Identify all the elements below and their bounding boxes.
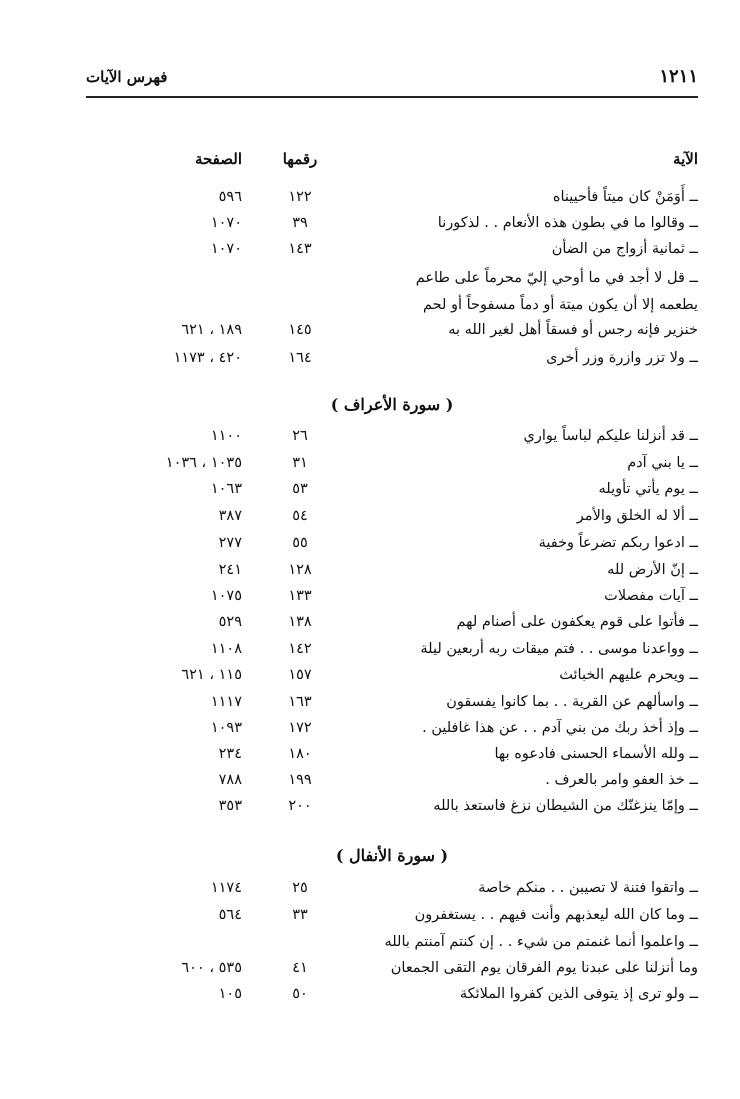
sura-heading-anfal: ( سورة الأنفال ) <box>335 846 449 865</box>
table-row <box>86 241 698 267</box>
verse-text: خنزير فإنه رجس أو فسقاً أهل لغير الله به <box>448 322 698 338</box>
verse-number: ١٩٩ <box>288 772 312 788</box>
column-header-number: رقمها <box>282 150 318 168</box>
verse-number: ١٢٢ <box>288 189 312 205</box>
page-ref: ٤٢٠ ، ١١٧٣ <box>173 350 242 366</box>
verse-number: ٣١ <box>292 455 308 471</box>
verse-number: ١٨٠ <box>288 746 312 762</box>
verse-number: ٢٦ <box>292 428 308 444</box>
page-ref: ٧٨٨ <box>218 772 242 788</box>
verse-text: ــ يا بني آدم <box>627 455 698 471</box>
page-ref: ١٠٧٠ <box>210 215 242 231</box>
page-ref: ٣٨٧ <box>218 508 242 524</box>
page-ref: ١٠٥ <box>218 986 242 1002</box>
verse-text: ــ فأتوا على قوم يعكفون على أصنام لهم <box>456 614 698 630</box>
verse-text: ــ ولا تزر وازرة وزر أخرى <box>546 350 698 366</box>
verse-number: ٥٣ <box>292 481 308 497</box>
table-row <box>86 189 698 215</box>
page-ref: ٥٦٤ <box>218 907 242 923</box>
verse-number: ٢٥ <box>292 880 308 896</box>
verse-number: ٣٩ <box>292 215 308 231</box>
table-row <box>86 614 698 640</box>
verse-text: ــ وما كان الله ليعذبهم وأنت فيهم . . يستغفرون <box>414 907 698 923</box>
page-ref: ٥٢٩ <box>218 614 242 630</box>
page-ref: ١٠٩٣ <box>210 720 242 736</box>
verse-text: ــ ادعوا ربكم تضرعاً وخفية <box>538 535 698 551</box>
verse-number: ٥٠ <box>292 986 308 1002</box>
table-row <box>86 667 698 693</box>
table-row <box>86 455 698 481</box>
verse-text: ــ أَوَمَنْ كان ميتاً فأحييناه <box>552 189 698 205</box>
page-ref: ٣٥٣ <box>218 798 242 814</box>
verse-number: ١٧٢ <box>288 720 312 736</box>
verse-number: ١٦٤ <box>288 350 312 366</box>
verse-text: ــ إنّ الأرض لله <box>607 562 698 578</box>
table-row <box>86 297 698 323</box>
page-header <box>86 62 698 98</box>
table-row <box>86 428 698 454</box>
verse-text: ــ واعلموا أنما غنمتم من شيء . . إن كنتم آمنتم بالله <box>384 934 698 950</box>
verse-text: ــ وإذ أخذ ربك من بني آدم . . عن هذا غافلين . <box>422 720 698 736</box>
table-row <box>86 934 698 960</box>
table-row <box>86 322 698 348</box>
table-row <box>86 880 698 906</box>
verse-number: ١٥٧ <box>288 667 312 683</box>
page-ref: ١١٠٠ <box>210 428 242 444</box>
verse-text: ــ ولو ترى إذ يتوفى الذين كفروا الملائكة <box>459 986 698 1002</box>
page-ref: ٥٩٦ <box>218 189 242 205</box>
verse-text: يطعمه إلا أن يكون ميتة أو دماً مسفوحاً أو لحم <box>422 297 698 313</box>
verse-text: ــ قل لا أجد في ما أوحي إليّ محرماً على طاعم <box>415 270 698 286</box>
verse-text: ــ ثمانية أزواج من الضأن <box>551 241 698 257</box>
page-ref: ١١٧٤ <box>210 880 242 896</box>
table-row <box>86 746 698 772</box>
table-row <box>86 535 698 561</box>
page-ref: ١٨٩ ، ٦٢١ <box>181 322 242 338</box>
table-row <box>86 960 698 986</box>
column-headers <box>86 150 698 176</box>
table-row <box>86 986 698 1012</box>
verse-number: ٣٣ <box>292 907 308 923</box>
verse-number: ٢٠٠ <box>288 798 312 814</box>
table-row <box>86 562 698 588</box>
verse-text: ــ واسألهم عن القرية . . بما كانوا يفسقون <box>446 694 698 710</box>
page-ref: ٢٧٧ <box>218 535 242 551</box>
verse-text: ــ ألا له الخلق والأمر <box>576 508 698 524</box>
verse-number: ٤١ <box>292 960 308 976</box>
page-ref: ١١١٧ <box>210 694 242 710</box>
table-row <box>86 270 698 296</box>
verse-text: ــ وقالوا ما في بطون هذه الأنعام . . لذكورنا <box>437 215 698 231</box>
table-row <box>86 481 698 507</box>
verse-number: ١٤٥ <box>288 322 312 338</box>
column-header-page: الصفحة <box>194 150 242 168</box>
verse-number: ١٦٣ <box>288 694 312 710</box>
page-ref: ١٠٦٣ <box>210 481 242 497</box>
verse-number: ١٣٣ <box>288 588 312 604</box>
verse-text: وما أنزلنا على عبدنا يوم الفرقان يوم التقى الجمعان <box>390 960 698 976</box>
table-row <box>86 588 698 614</box>
page-ref: ١٠٣٥ ، ١٠٣٦ <box>165 455 242 471</box>
page-ref: ٢٣٤ <box>218 746 242 762</box>
verse-number: ٥٤ <box>292 508 308 524</box>
table-row <box>86 694 698 720</box>
sura-heading-araf: ( سورة الأعراف ) <box>330 395 454 414</box>
table-row <box>86 508 698 534</box>
verse-number: ١٢٨ <box>288 562 312 578</box>
page-ref: ٥٣٥ ، ٦٠٠ <box>181 960 242 976</box>
table-row <box>86 215 698 241</box>
verse-text: ــ قد أنزلنا عليكم لباساً يواري <box>523 428 698 444</box>
verse-number: ١٤٣ <box>288 241 312 257</box>
page-number: ١٢١١ <box>659 66 698 87</box>
table-row <box>86 907 698 933</box>
verse-text: ــ واتقوا فتنة لا تصيبن . . منكم خاصة <box>478 880 698 896</box>
verse-text: ــ آيات مفصلات <box>604 588 698 604</box>
page-ref: ٢٤١ <box>218 562 242 578</box>
table-row <box>86 350 698 376</box>
verse-text: ــ يوم يأتي تأويله <box>598 481 698 497</box>
page-ref: ١٠٧٥ <box>210 588 242 604</box>
verse-text: ــ وإمّا ينزغنّك من الشيطان نزغ فاستعذ بالله <box>433 798 698 814</box>
page-ref: ١٠٧٠ <box>210 241 242 257</box>
column-header-verse: الآية <box>673 150 698 168</box>
table-row <box>86 641 698 667</box>
table-row <box>86 720 698 746</box>
verse-text: ــ ويحرم عليهم الخبائث <box>559 667 698 683</box>
running-title: فهرس الآيات <box>86 68 168 86</box>
verse-number: ١٤٢ <box>288 641 312 657</box>
verse-number: ١٣٨ <box>288 614 312 630</box>
table-row <box>86 772 698 798</box>
page-ref: ١١٥ ، ٦٢١ <box>181 667 242 683</box>
verse-text: ــ وواعدنا موسى . . فتم ميقات ربه أربعين ليلة <box>420 641 698 657</box>
verse-text: ــ ولله الأسماء الحسنى فادعوه بها <box>494 746 698 762</box>
table-row <box>86 798 698 824</box>
verse-text: ــ خذ العفو وامر بالعرف . <box>545 772 698 788</box>
verse-number: ٥٥ <box>292 535 308 551</box>
page-ref: ١١٠٨ <box>210 641 242 657</box>
